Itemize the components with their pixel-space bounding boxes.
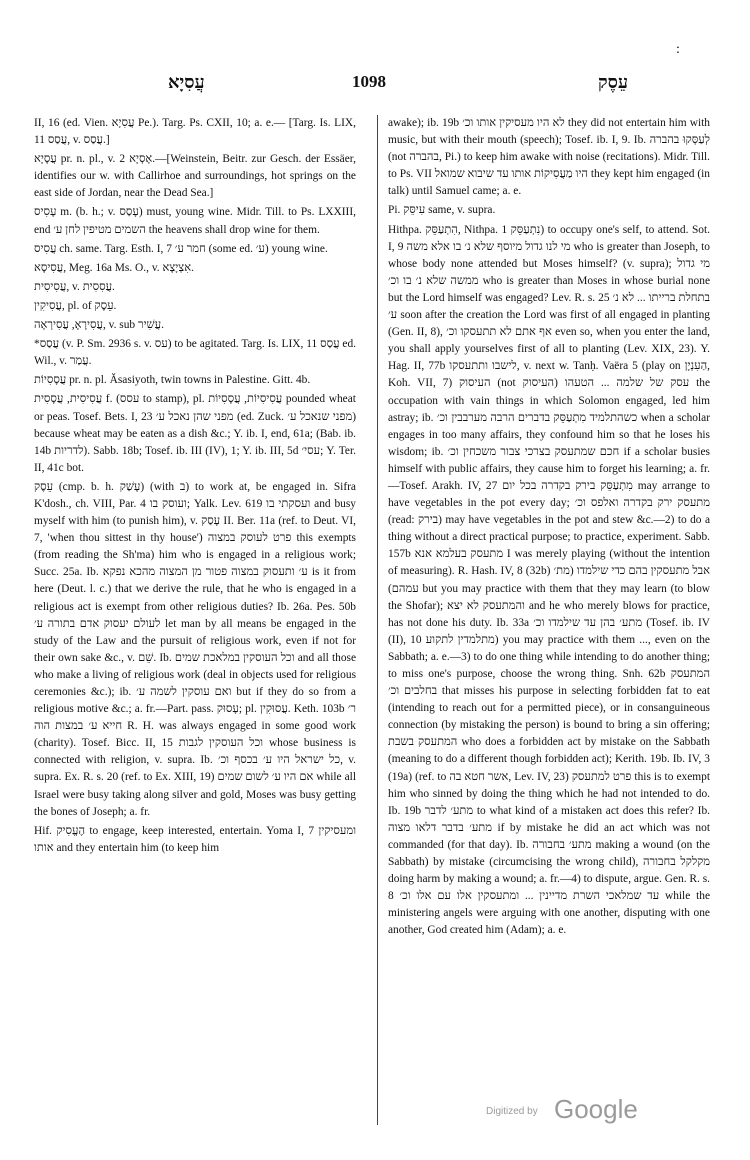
digitized-watermark xyxy=(486,1094,716,1124)
left-entry: *עֲסַס (v. P. Sm. 2936 s. v. עס) to be agitated. Targ. Is. LIX, 11 עֲסַס ed. Wil., v. עֲמַר. xyxy=(34,338,357,368)
left-entry: עֵסֶק (cmp. b. h. עָשַׁק) (with ב) to work at, be engaged in. Sifra K'dosh., ch. VIII, Par. 4 ועוסק בו; Yalk. Lev. 619 ועסקתי בו and busy myself with him (to punish him), v. עָסַק II. Ber. 11a (ref. to Deut. VI, 7, 'when thou sittest in thy house') פרט לעוסק במצוה this exempts (from reading the Sh'ma) him who is engaged in a religious work; Succ. 25a. Ib. ע׳ ותעסוק במצוה פטור מן המצוה מהכא נפקא is it from here (Deut. l. c.) that we derive the rule, that he who is engaged in a religious act is exempt from other religious duties? Ib. 26a. Pes. 50b לעולם יעסוק אדם בתורה ע׳ let man by all means be engaged in the study of the Law and the pursuit of religious work, even if not for their own sake &c., v. שֵׁם. Ib. וכל העוסקין במלאכת שמים and all those who make a living of religious work (deal in objects used for religious ceremonies &c.); ib. ואם עוסקין לשמה ע׳ but if they do so from a religious motive &c.; a. fr.—Part. pass. עָסוּק; pl. עֲסוּקִין. Keth. 103b ר׳ חייא ע׳ במצות הוה R. H. was always engaged in some good work (charity). Tosef. Bicc. II, 15 וכל העוסקין לגבות whose business is connected with religion, v. supra. Ib. כל ישראל היו ע׳ בכסף וכ׳, v. supra. Ex. R. s. 20 (ref. to Ex. XIII, 19) אם היו ע׳ לשום שמים while all Israel were busy taking along silver and gold, Moses was busy getting the bones of Joseph; a. fr. xyxy=(34,480,357,818)
page-header xyxy=(88,72,716,96)
left-entry: עֲסִירָאָ, עֲסִירְאָה, v. sub עֲשִׁיר. xyxy=(34,319,164,332)
left-entry: II, 16 (ed. Vien. עֲסִיָא Pe.). Targ. Ps. CXII, 10; a. e.— [Targ. Is. LIX, 11 עֲסַס, v. עֲסַס.] xyxy=(34,117,356,147)
left-entry: עֲסָיָא pr. n. pl., v. אָסְיָא 2.—[Weinstein, Beitr. zur Gesch. der Essäer, identifies our w. with Callirhoe and surroundings, hot springs on the east side of Jordan, near the Dead Sea.] xyxy=(34,153,356,200)
left-column xyxy=(34,115,356,859)
digitized-by-label: Digitized by xyxy=(486,1106,538,1117)
left-entry: עָסִיס m. (b. h.; v. עָסַס) must, young wine. Midr. Till. to Ps. LXXIII, end השמים מטיפין לחן ע׳ the heavens shall drop wine for them. xyxy=(34,206,356,236)
right-entry: Hithpa. הִתְעַסֵּק, Nithpa. נִתְעַסֵּק 1) to occupy one's self, to attend. Sot. I, 9 מי לנו גדול מיוסף שלא נ׳ בו אלא משה who is greater than Joseph, to whose body none attended but Moses himself? (v. supra); מי גדול ממשה שלא נ׳ בו וכ׳ who is greater than Moses in whose burial none but the Lord himself was engaged? Lev. R. s. 25 בתחלת ברייתו ... לא נ׳ ע׳ soon after the creation the Lord was first of all engaged in planting (Gen. II, 8), אף אתם לא תתעסקו וכ׳ even so, when you enter the land, you shall apply yourselves first of all to planting (Lev. XIX, 23). Y. Hag. II, 77b לישבו ותתעסקו, v. next w. Tanḥ. Vaëra 5 (play on הַעִנְיָן, Koh. VII, 7) העיסוק (not העיסוק) עסק של שלמה ... הטעהו the occupation with vain things in which Solomon engaged, led him astray; ib. כשהתלמיד מִתְעַסֵּק בדברים הרבה מערבבין וכ׳ when a scholar engages in too many affairs, they confound him so that he loses his wisdom; ib. חכם שמתעסק בצרכי צבור משכחין וכ׳ if a scholar busies himself with public affairs, they cause him to forget his learning; a. fr.—Tosef. Arakh. IV, 27 מִתְעַסֵּק בירק בקדרה בכל יום may arrange to have vegetables in the pot every day; מתעסק ירק בקדרה ואלפס וכ׳ (read: בירק) may have vegetables in the pot and stew &c.—2) to do a thing without a direct practical purpose; to practice, experiment. Sabb. 157b מתעסק בעלמא אנא I was merely playing (without the intention of measuring). R. Hash. IV, 8 (32b) אבל מתעסקין בהם כדי שילמדו (מת׳ עמהם) but you may practice with them that they may learn (to blow the Shofar); והמתעסק לא יצא and he who merely blows for practice, has not done his duty. Ib. 33a מתע׳ בהן עד שילמדו וכ׳ (Tosef. ib. IV (II), 10 מתלמדין לתקוע) you may practice with them ..., even on the Sabbath; a. e.—3) to do one thing while intending to do another thing; to miss one's purpose, choose the wrong thing. Snh. 62b המתעסק בחלבים וכ׳ that misses his purpose in selecting forbidden fat to eat (intending to reach out for a permitted piece), or in consanguineous connection (by mistaking the person) is bound to bring a sin offering; המתעסק בשבת who does a forbidden act by mistake on the Sabbath (meaning to do a different though forbidden act); Kerith. 19b. Ib. IV, 3 (19a) (ref. to אשר חטא בה, Lev. IV, 23) פרט למתעסק this is to exempt him who sinned by doing the thing which he had not intended to do. Ib. 19b מתע׳ לדבר to what kind of a mistaken act does this refer? Ib. מתע׳ בדבר דלאו מצוה if by mistake he did an act which was not commanded (for that day). Ib. מתע׳ בחבורה making a wound (on the Sabbath) by mistake (circumcising the wrong child), מקלקל בחבורה doing harm by making a wound; a. fr.—4) to dispute, argue. Gen. R. s. 8 עד שמלאכי השרת מדיינין ... ומתעסקין אלו עם אלו וכ׳ while the ministering angels were arguing with one another, disputing with one another, God created him (Adam); a. e. xyxy=(388,223,711,937)
left-entry: עֲסִיס ch. same. Targ. Esth. I, 7 חמר ע׳ (some ed. ע׳) young wine. xyxy=(34,242,328,255)
column-divider xyxy=(377,115,378,1125)
left-entry: עֲסָסִיוֹת pr. n. pl. Ăsasiyoth, twin towns in Palestine. Gitt. 4b. xyxy=(34,374,311,387)
left-entry: עֲסִיסָא, Meg. 16a Ms. O., v. אִצְיָצָא. xyxy=(34,261,194,274)
corner-mark: : xyxy=(676,42,680,57)
right-column xyxy=(388,115,710,942)
page-number: 1098 xyxy=(352,72,386,91)
left-entry: עֲסִיסִית, v. עֲסִסִית. xyxy=(34,280,115,293)
right-entry: awake); ib. 19b לא היו מעסיקין אותו וכ׳ they did not entertain him with music, but with their mouth (speech); Tosef. ib. I, 9. Ib. לְעַסְּקוּ בהברה (not בהברה, Pi.) to keep him awake with noise (recitations). Midr. Till. to Ps. VII היו מַעֲסִיקוֹת אותו עד שיבוא שמואל they kept him engaged (in talk) until Samuel came; a. e. xyxy=(388,117,711,198)
header-left-word: עֲסִיָא xyxy=(168,72,205,92)
google-logo: Google xyxy=(554,1094,638,1124)
header-right-word: עֵסֶק xyxy=(598,72,629,92)
right-entry: Pi. עִיסֵּק same, v. supra. xyxy=(388,204,496,217)
left-entry: Hif. הֶעֱסִיק to engage, keep interested, entertain. Yoma I, 7 ומעסיקין אותו and they entertain him (to keep him xyxy=(34,824,356,854)
left-entry: עֲסִיקִין, pl. of עֵסֶק. xyxy=(34,299,117,312)
left-entry: עֲסִיסִית, עֲסָסִית f. (עסס to stamp), pl. עֲסִיסִיוֹת, עֲסָסִיוֹת pounded wheat or peas. Tosef. Bets. I, 23 מפני שהן נאכל ע׳ (ed. Zuck. מפני שנאכל ע׳) because wheat may be eaten as a dish &c.; Y. ib. I, end, 61a; (Bab. ib. 14b לדריות). Sabb. 18b; Tosef. ib. III (IV), 1; Y. ib. III, 5d עסי׳; Y. Ter. II, 41c bot. xyxy=(34,393,357,474)
